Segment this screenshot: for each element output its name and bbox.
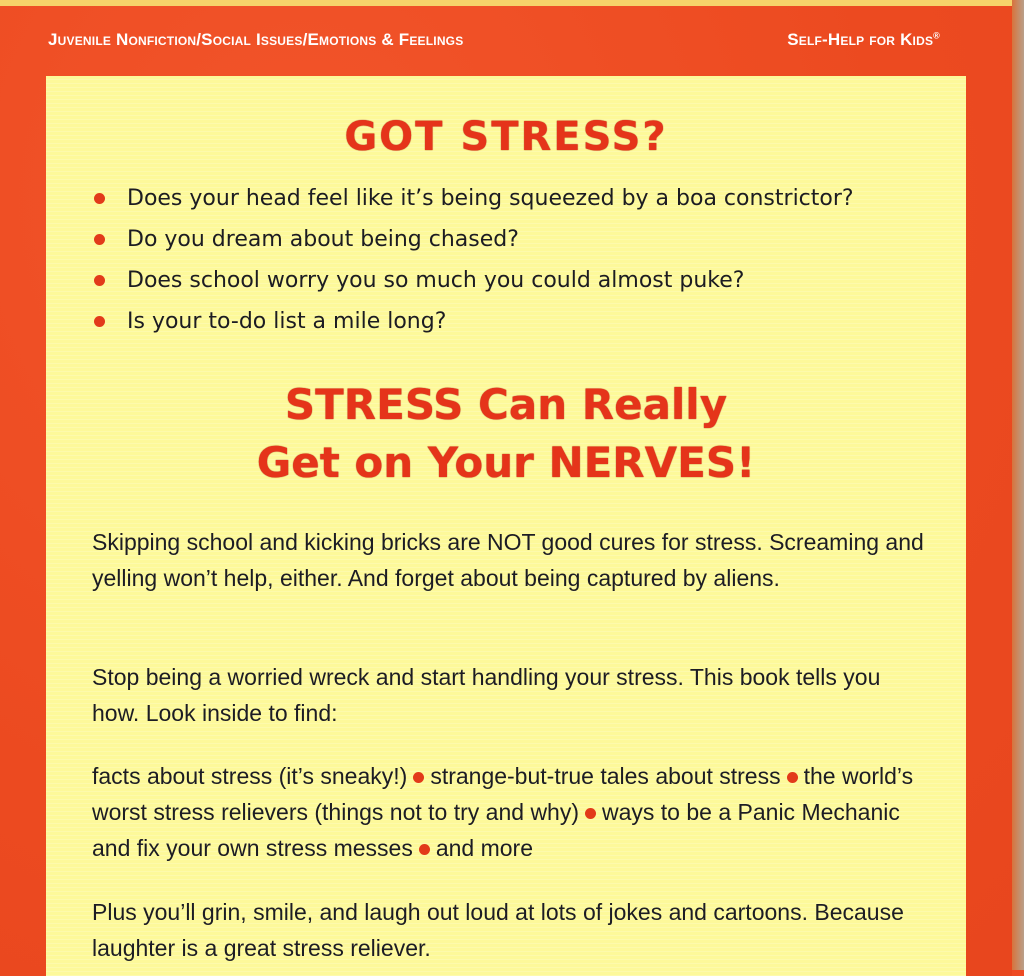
question-item [94, 178, 854, 219]
bullet-icon [94, 193, 105, 204]
question-text: Does your head feel like it’s being squeezed by a boa constrictor? [127, 186, 854, 211]
series-label [787, 30, 940, 50]
question-item [94, 301, 854, 342]
headline2-line1: STRESS Can Really [284, 380, 728, 429]
feature-item: strange-but-true tales about stress [430, 763, 781, 789]
question-list [94, 178, 854, 342]
bullet-icon [94, 316, 105, 327]
bullet-icon [585, 808, 596, 819]
paragraph-cures: Skipping school and kicking bricks are NOT good cures for stress. Screaming and yelling won’t help, either. And forget about being captured by aliens. [92, 529, 924, 591]
feature-list [92, 758, 932, 866]
headline-got-stress: GOT STRESS? [344, 114, 668, 160]
series-name: Self-Help for Kids [787, 30, 934, 49]
page-edge [1012, 0, 1024, 970]
content-panel [46, 76, 966, 976]
paragraph-handling: Stop being a worried wreck and start handling your stress. This book tells you how. Look inside to find: [92, 664, 881, 726]
paragraph-laughter: Plus you’ll grin, smile, and laugh out loud at lots of jokes and cartoons. Because laughter is a great stress reliever. [92, 899, 904, 961]
feature-item: facts about stress (it’s sneaky!) [92, 763, 408, 789]
question-text: Do you dream about being chased? [127, 227, 519, 252]
question-text: Is your to-do list a mile long? [127, 309, 447, 334]
feature-item: ways to be a Panic Mechanic and fix your own stress messes [92, 799, 900, 861]
bullet-icon [787, 772, 798, 783]
bullet-icon [413, 772, 424, 783]
feature-item: and more [435, 835, 534, 861]
question-item [94, 260, 854, 301]
headline-stress-nerves [46, 376, 966, 492]
cover-header [48, 30, 952, 50]
registered-mark: ® [933, 30, 940, 41]
bullet-icon [419, 844, 430, 855]
headline2-line2: Get on Your NERVES! [256, 438, 756, 487]
bullet-icon [94, 275, 105, 286]
category-label: Juvenile Nonfiction/Social Issues/Emotions & Feelings [48, 30, 464, 49]
question-text: Does school worry you so much you could almost puke? [127, 268, 745, 293]
bullet-icon [94, 234, 105, 245]
question-item [94, 219, 854, 260]
feature-item: the world’s worst stress relievers (things not to try and why) [92, 763, 914, 825]
